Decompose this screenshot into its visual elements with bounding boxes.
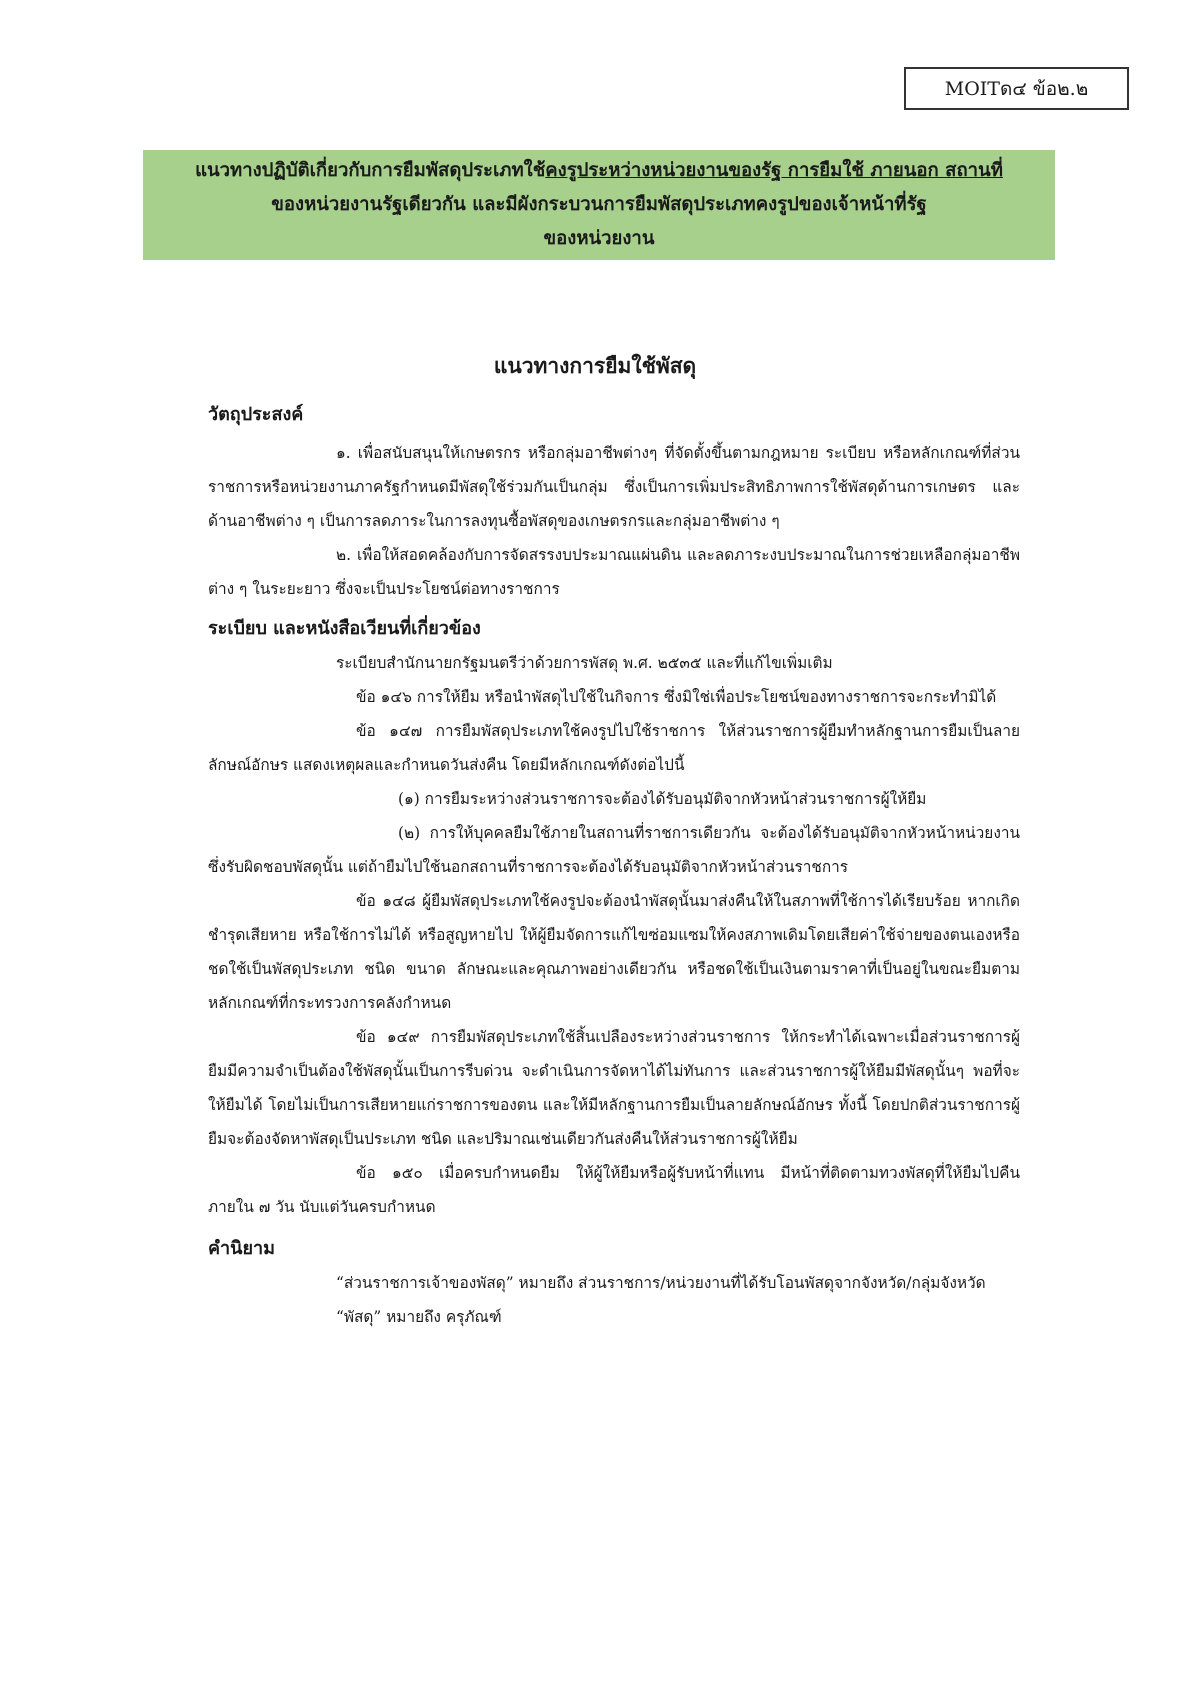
clause-146: ข้อ ๑๔๖ การให้ยืม หรือนำพัสดุไปใช้ในกิจการ ซึ่งมิใช่เพื่อประโยชน์ของทางราชการจะกระทำมิได้	[356, 688, 997, 706]
clause-150: ข้อ ๑๕๐ เมื่อครบกำหนดยืม ให้ผู้ให้ยืมหรือผู้รับหน้าที่แทน มีหน้าที่ติดตามทวงพัสดุที่ให้ยืมไปคืนภายใน ๗ วัน นับแต่วันครบกำหนด	[208, 1164, 1020, 1216]
clause-147-item-2: (๒) การให้บุคคลยืมใช้ภายในสถานที่ราชการเดียวกัน จะต้องได้รับอนุมัติจากหัวหน้าหน่วยงานซึ่งรับผิดชอบพัสดุนั้น แต่ถ้ายืมไปใช้นอกสถานที่ราชการจะต้องได้รับอนุมัติจากหัวหน้าส่วนราชการ	[208, 824, 1020, 876]
objective-item-1: ๑. เพื่อสนับสนุนให้เกษตรกร หรือกลุ่มอาชีพต่างๆ ที่จัดตั้งขึ้นตามกฎหมาย ระเบียบ หรือหลักเกณฑ์ที่ส่วนราชการหรือหน่วยงานภาครัฐกำหนดมีพัสดุใช้ร่วมกันเป็นกลุ่ม ซึ่งเป็นการเพิ่มประสิทธิภาพการใช้พัสดุด้านการเกษตร และด้านอาชีพต่าง ๆ เป็นการลดภาระในการลงทุนซื้อพัสดุของเกษตรกรและกลุ่มอาชีพต่าง ๆ	[208, 444, 1020, 530]
banner-line-1-underlined: คงรูประหว่างหน่วยงานของรัฐ การยืมใช้ ภายนอก สถานที่	[545, 160, 1003, 181]
clause-149: ข้อ ๑๔๙ การยืมพัสดุประเภทใช้สิ้นเปลืองระหว่างส่วนราชการ ให้กระทำได้เฉพาะเมื่อส่วนราชการผู้ยืมมีความจำเป็นต้องใช้พัสดุนั้นเป็นการรีบด่วน จะดำเนินการจัดหาได้ไม่ทันการ และส่วนราชการผู้ให้ยืมมีพัสดุนั้นๆ พอที่จะให้ยืมได้ โดยไม่เป็นการเสียหายแก่ราชการของตน และให้มีหลักฐานการยืมเป็นลายลักษณ์อักษร ทั้งนี้ โดยปกติส่วนราชการผู้ยืมจะต้องจัดหาพัสดุเป็นประเภท ชนิด และปริมาณเช่นเดียวกันส่งคืนให้ส่วนราชการผู้ให้ยืม	[208, 1028, 1020, 1148]
banner-line-2: ของหน่วยงานรัฐเดียวกัน และมีผังกระบวนการยืมพัสดุประเภทคงรูปของเจ้าหน้าที่รัฐ	[271, 194, 927, 215]
banner-line-3: ของหน่วยงาน	[543, 228, 655, 249]
header-banner	[143, 150, 1055, 260]
banner-line-1-text: แนวทางปฏิบัติเกี่ยวกับการยืมพัสดุประเภทใช้	[195, 160, 546, 181]
document-tag: MOITด๔ ข้อ๒.๒	[944, 77, 1089, 100]
banner-line-1	[149, 154, 1049, 188]
definition-1: “ส่วนราชการเจ้าของพัสดุ” หมายถึง ส่วนราชการ/หน่วยงานที่ได้รับโอนพัสดุจากจังหวัด/กลุ่มจังหวัด	[336, 1274, 986, 1292]
document-tag-box	[904, 67, 1129, 110]
page-title: แนวทางการยืมใช้พัสดุ	[493, 353, 697, 378]
clause-147-item-1: (๑) การยืมระหว่างส่วนราชการจะต้องได้รับอนุมัติจากหัวหน้าส่วนราชการผู้ให้ยืม	[398, 790, 927, 808]
definitions-heading: คำนิยาม	[208, 1238, 275, 1259]
definition-2: “พัสดุ” หมายถึง ครุภัณฑ์	[336, 1308, 502, 1326]
objective-heading: วัตถุประสงค์	[208, 404, 304, 425]
clause-147: ข้อ ๑๔๗ การยืมพัสดุประเภทใช้คงรูปไปใช้ราชการ ให้ส่วนราชการผู้ยืมทำหลักฐานการยืมเป็นลายลักษณ์อักษร แสดงเหตุผลและกำหนดวันส่งคืน โดยมีหลักเกณฑ์ดังต่อไปนี้	[208, 722, 1020, 774]
clause-148: ข้อ ๑๔๘ ผู้ยืมพัสดุประเภทใช้คงรูปจะต้องนำพัสดุนั้นมาส่งคืนให้ในสภาพที่ใช้การได้เรียบร้อย หากเกิดชำรุดเสียหาย หรือใช้การไม่ได้ หรือสูญหายไป ให้ผู้ยืมจัดการแก้ไขซ่อมแซมให้คงสภาพเดิมโดยเสียค่าใช้จ่ายของตนเองหรือชดใช้เป็นพัสดุประเภท ชนิด ขนาด ลักษณะและคุณภาพอย่างเดียวกัน หรือชดใช้เป็นเงินตามราคาที่เป็นอยู่ในขณะยืมตามหลักเกณฑ์ที่กระทรวงการคลังกำหนด	[208, 892, 1020, 1012]
objective-item-2: ๒. เพื่อให้สอดคล้องกับการจัดสรรงบประมาณแผ่นดิน และลดภาระงบประมาณในการช่วยเหลือกลุ่มอาชีพต่าง ๆ ในระยะยาว ซึ่งจะเป็นประโยชน์ต่อทางราชการ	[208, 546, 1020, 598]
regulations-heading: ระเบียบ และหนังสือเวียนที่เกี่ยวข้อง	[208, 618, 481, 639]
document-body	[208, 400, 1020, 1334]
regulations-intro: ระเบียบสำนักนายกรัฐมนตรีว่าด้วยการพัสดุ พ.ศ. ๒๕๓๕ และที่แก้ไขเพิ่มเติม	[336, 654, 833, 672]
